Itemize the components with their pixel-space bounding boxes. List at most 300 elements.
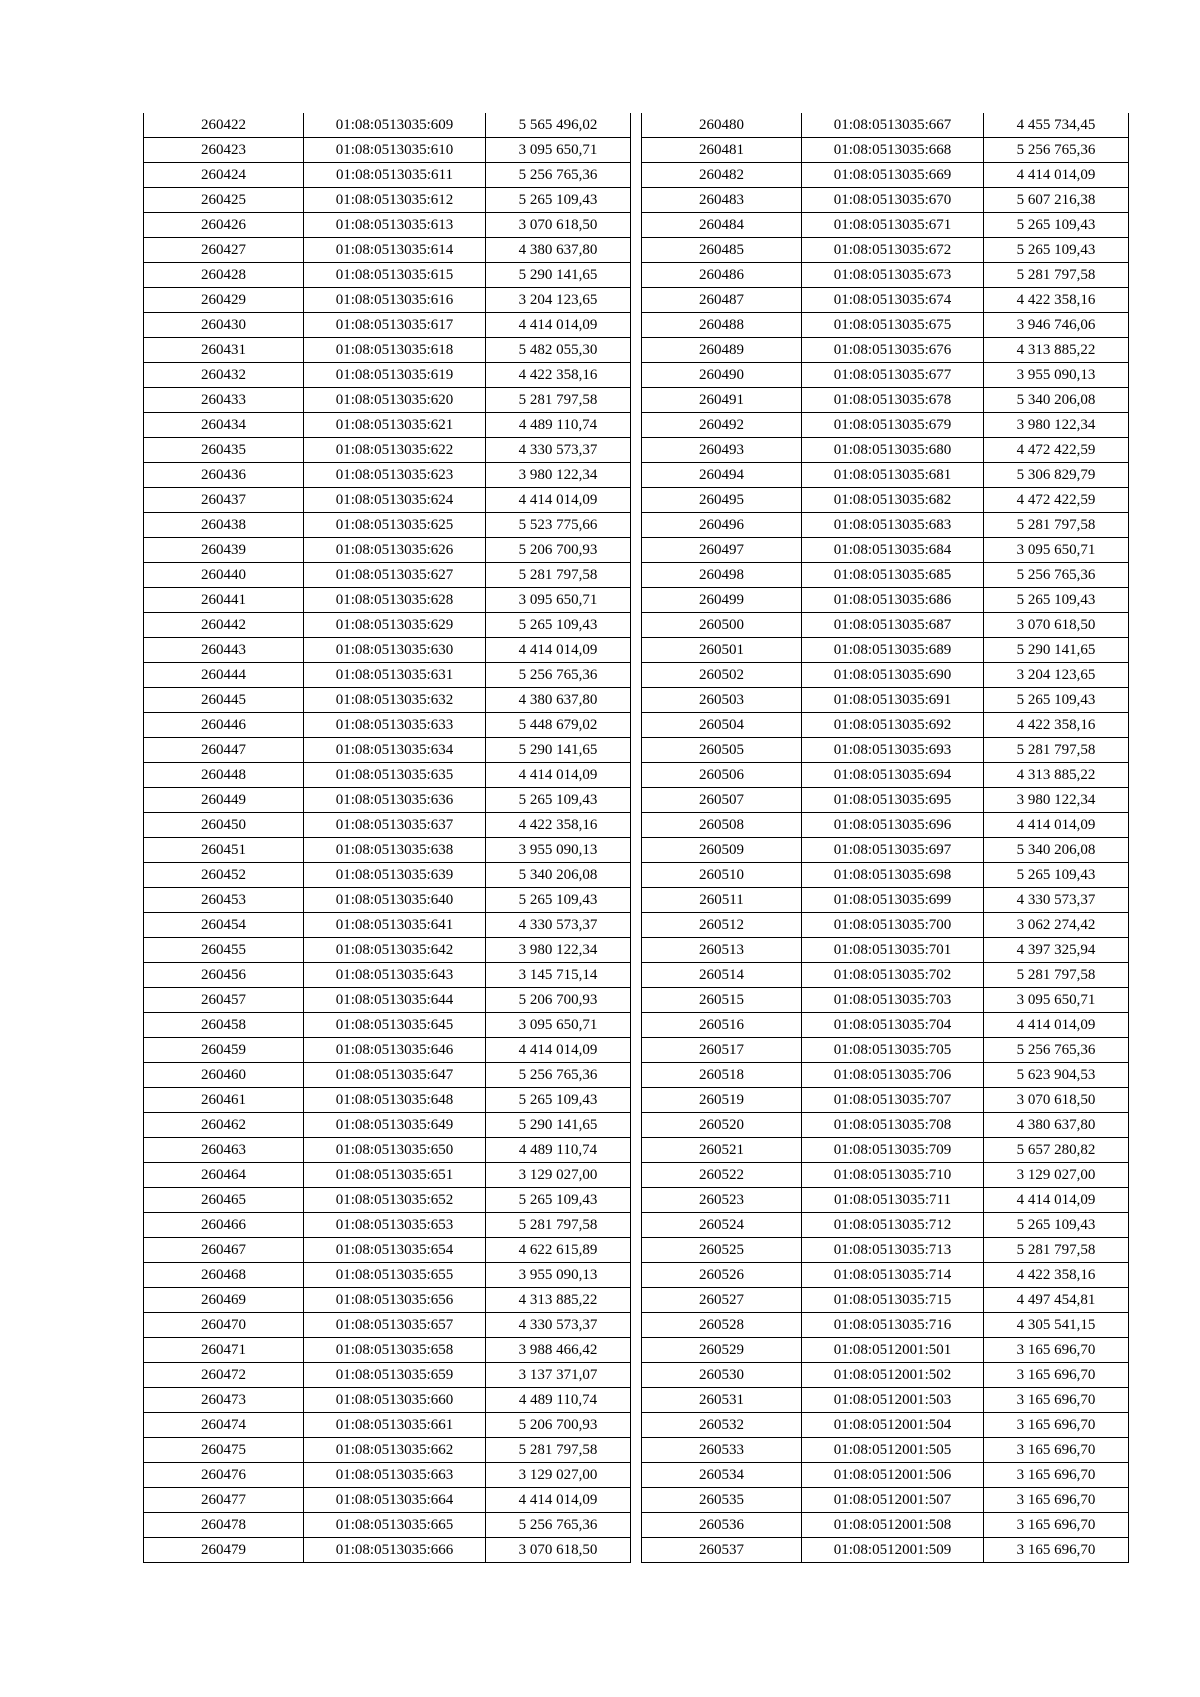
record-number-cell: 260474 <box>144 1413 304 1438</box>
table-row <box>144 1388 631 1413</box>
cadastral-number-cell: 01:08:0513035:634 <box>304 738 486 763</box>
cadastral-number-cell: 01:08:0513035:620 <box>304 388 486 413</box>
value-cell: 3 165 696,70 <box>984 1463 1129 1488</box>
table-row <box>642 538 1129 563</box>
table-row <box>642 888 1129 913</box>
record-number-cell: 260454 <box>144 913 304 938</box>
table-row <box>642 813 1129 838</box>
record-number-cell: 260446 <box>144 713 304 738</box>
value-cell: 5 265 109,43 <box>486 1188 631 1213</box>
record-number-cell: 260476 <box>144 1463 304 1488</box>
table-row <box>144 663 631 688</box>
table-row <box>642 938 1129 963</box>
value-cell: 3 955 090,13 <box>486 1263 631 1288</box>
record-number-cell: 260438 <box>144 513 304 538</box>
record-number-cell: 260462 <box>144 1113 304 1138</box>
value-cell: 3 980 122,34 <box>984 788 1129 813</box>
cadastral-number-cell: 01:08:0512001:507 <box>802 1488 984 1513</box>
table-row <box>642 1313 1129 1338</box>
table-row <box>642 388 1129 413</box>
cadastral-number-cell: 01:08:0513035:698 <box>802 863 984 888</box>
cadastral-number-cell: 01:08:0513035:714 <box>802 1263 984 1288</box>
table-row <box>144 1513 631 1538</box>
cadastral-number-cell: 01:08:0513035:618 <box>304 338 486 363</box>
table-row <box>144 1313 631 1338</box>
cadastral-number-cell: 01:08:0513035:710 <box>802 1163 984 1188</box>
value-cell: 5 256 765,36 <box>984 1038 1129 1063</box>
cadastral-number-cell: 01:08:0513035:644 <box>304 988 486 1013</box>
table-row <box>144 988 631 1013</box>
cadastral-number-cell: 01:08:0513035:656 <box>304 1288 486 1313</box>
record-number-cell: 260524 <box>642 1213 802 1238</box>
record-number-cell: 260535 <box>642 1488 802 1513</box>
table-row <box>642 1388 1129 1413</box>
table-row <box>144 888 631 913</box>
table-row <box>144 1288 631 1313</box>
record-number-cell: 260460 <box>144 1063 304 1088</box>
record-number-cell: 260436 <box>144 463 304 488</box>
value-cell: 3 204 123,65 <box>984 663 1129 688</box>
record-number-cell: 260496 <box>642 513 802 538</box>
record-number-cell: 260478 <box>144 1513 304 1538</box>
record-number-cell: 260522 <box>642 1163 802 1188</box>
table-row <box>144 838 631 863</box>
record-number-cell: 260424 <box>144 163 304 188</box>
value-cell: 3 070 618,50 <box>984 613 1129 638</box>
value-cell: 4 305 541,15 <box>984 1313 1129 1338</box>
table-row <box>144 1488 631 1513</box>
cadastral-number-cell: 01:08:0512001:502 <box>802 1363 984 1388</box>
value-cell: 5 256 765,36 <box>486 1063 631 1088</box>
table-row <box>144 963 631 988</box>
record-number-cell: 260439 <box>144 538 304 563</box>
record-number-cell: 260458 <box>144 1013 304 1038</box>
table-row <box>642 1188 1129 1213</box>
cadastral-number-cell: 01:08:0513035:613 <box>304 213 486 238</box>
record-number-cell: 260447 <box>144 738 304 763</box>
value-cell: 5 281 797,58 <box>984 963 1129 988</box>
table-row <box>642 963 1129 988</box>
record-number-cell: 260525 <box>642 1238 802 1263</box>
value-cell: 4 497 454,81 <box>984 1288 1129 1313</box>
record-number-cell: 260503 <box>642 688 802 713</box>
cadastral-number-cell: 01:08:0513035:686 <box>802 588 984 613</box>
cadastral-number-cell: 01:08:0513035:638 <box>304 838 486 863</box>
table-row <box>144 363 631 388</box>
table-row <box>144 1463 631 1488</box>
table-row <box>642 213 1129 238</box>
record-number-cell: 260423 <box>144 138 304 163</box>
table-row <box>642 413 1129 438</box>
value-cell: 3 955 090,13 <box>984 363 1129 388</box>
cadastral-number-cell: 01:08:0513035:708 <box>802 1113 984 1138</box>
value-cell: 5 256 765,36 <box>984 138 1129 163</box>
cadastral-number-cell: 01:08:0513035:684 <box>802 538 984 563</box>
cadastral-number-cell: 01:08:0513035:625 <box>304 513 486 538</box>
value-cell: 4 414 014,09 <box>984 163 1129 188</box>
value-cell: 4 422 358,16 <box>486 813 631 838</box>
value-cell: 5 256 765,36 <box>984 563 1129 588</box>
record-number-cell: 260504 <box>642 713 802 738</box>
value-cell: 5 206 700,93 <box>486 538 631 563</box>
table-row <box>144 338 631 363</box>
table-row <box>642 1488 1129 1513</box>
table-row <box>642 1538 1129 1563</box>
value-cell: 5 340 206,08 <box>486 863 631 888</box>
value-cell: 5 265 109,43 <box>486 188 631 213</box>
table-row <box>642 613 1129 638</box>
table-row <box>642 1413 1129 1438</box>
cadastral-number-cell: 01:08:0513035:660 <box>304 1388 486 1413</box>
cadastral-number-cell: 01:08:0513035:712 <box>802 1213 984 1238</box>
table-row <box>642 1338 1129 1363</box>
value-cell: 5 265 109,43 <box>984 1213 1129 1238</box>
table-row <box>144 563 631 588</box>
table-row <box>144 1138 631 1163</box>
cadastral-number-cell: 01:08:0513035:661 <box>304 1413 486 1438</box>
table-row <box>144 788 631 813</box>
table-row <box>144 1438 631 1463</box>
cadastral-number-cell: 01:08:0513035:611 <box>304 163 486 188</box>
value-cell: 3 095 650,71 <box>486 588 631 613</box>
record-number-cell: 260451 <box>144 838 304 863</box>
table-row <box>642 1113 1129 1138</box>
cadastral-number-cell: 01:08:0513035:621 <box>304 413 486 438</box>
record-number-cell: 260467 <box>144 1238 304 1263</box>
table-row <box>642 763 1129 788</box>
table-row <box>642 988 1129 1013</box>
table-row <box>144 1063 631 1088</box>
cadastral-number-cell: 01:08:0512001:506 <box>802 1463 984 1488</box>
value-cell: 3 165 696,70 <box>984 1488 1129 1513</box>
value-cell: 4 313 885,22 <box>984 338 1129 363</box>
record-number-cell: 260465 <box>144 1188 304 1213</box>
record-number-cell: 260437 <box>144 488 304 513</box>
record-number-cell: 260493 <box>642 438 802 463</box>
table-row <box>642 738 1129 763</box>
value-cell: 4 414 014,09 <box>486 488 631 513</box>
record-number-cell: 260466 <box>144 1213 304 1238</box>
table-right <box>641 113 1129 1563</box>
cadastral-number-cell: 01:08:0513035:702 <box>802 963 984 988</box>
record-number-cell: 260526 <box>642 1263 802 1288</box>
cadastral-number-cell: 01:08:0513035:663 <box>304 1463 486 1488</box>
value-cell: 3 095 650,71 <box>486 138 631 163</box>
table-row <box>144 163 631 188</box>
table-row <box>642 113 1129 138</box>
cadastral-number-cell: 01:08:0513035:706 <box>802 1063 984 1088</box>
value-cell: 5 206 700,93 <box>486 988 631 1013</box>
cadastral-number-cell: 01:08:0513035:680 <box>802 438 984 463</box>
value-cell: 4 489 110,74 <box>486 413 631 438</box>
cadastral-number-cell: 01:08:0513035:626 <box>304 538 486 563</box>
cadastral-number-cell: 01:08:0513035:665 <box>304 1513 486 1538</box>
value-cell: 3 070 618,50 <box>486 213 631 238</box>
value-cell: 5 448 679,02 <box>486 713 631 738</box>
record-number-cell: 260495 <box>642 488 802 513</box>
table-row <box>144 1363 631 1388</box>
value-cell: 3 095 650,71 <box>984 988 1129 1013</box>
table-row <box>642 313 1129 338</box>
record-number-cell: 260442 <box>144 613 304 638</box>
cadastral-number-cell: 01:08:0513035:635 <box>304 763 486 788</box>
table-row <box>642 138 1129 163</box>
record-number-cell: 260440 <box>144 563 304 588</box>
table-row <box>144 1013 631 1038</box>
value-cell: 3 165 696,70 <box>984 1413 1129 1438</box>
value-cell: 3 165 696,70 <box>984 1363 1129 1388</box>
value-cell: 5 340 206,08 <box>984 838 1129 863</box>
table-row <box>144 438 631 463</box>
cadastral-number-cell: 01:08:0513035:655 <box>304 1263 486 1288</box>
cadastral-number-cell: 01:08:0513035:696 <box>802 813 984 838</box>
cadastral-number-cell: 01:08:0513035:674 <box>802 288 984 313</box>
table-row <box>642 1288 1129 1313</box>
table-row <box>144 1113 631 1138</box>
record-number-cell: 260483 <box>642 188 802 213</box>
cadastral-number-cell: 01:08:0513035:694 <box>802 763 984 788</box>
cadastral-number-cell: 01:08:0513035:695 <box>802 788 984 813</box>
record-number-cell: 260537 <box>642 1538 802 1563</box>
table-row <box>642 638 1129 663</box>
table-row <box>144 538 631 563</box>
record-number-cell: 260514 <box>642 963 802 988</box>
value-cell: 5 281 797,58 <box>486 1213 631 1238</box>
cadastral-number-cell: 01:08:0513035:628 <box>304 588 486 613</box>
value-cell: 5 265 109,43 <box>984 213 1129 238</box>
record-number-cell: 260479 <box>144 1538 304 1563</box>
value-cell: 3 946 746,06 <box>984 313 1129 338</box>
value-cell: 4 472 422,59 <box>984 438 1129 463</box>
table-row <box>144 488 631 513</box>
table-left <box>143 113 631 1563</box>
value-cell: 5 265 109,43 <box>486 613 631 638</box>
record-number-cell: 260486 <box>642 263 802 288</box>
value-cell: 3 980 122,34 <box>486 463 631 488</box>
cadastral-number-cell: 01:08:0513035:675 <box>802 313 984 338</box>
cadastral-number-cell: 01:08:0513035:649 <box>304 1113 486 1138</box>
value-cell: 5 256 765,36 <box>486 163 631 188</box>
value-cell: 4 414 014,09 <box>486 313 631 338</box>
record-number-cell: 260428 <box>144 263 304 288</box>
table-row <box>144 713 631 738</box>
record-number-cell: 260488 <box>642 313 802 338</box>
value-cell: 3 980 122,34 <box>984 413 1129 438</box>
value-cell: 3 095 650,71 <box>984 538 1129 563</box>
record-number-cell: 260508 <box>642 813 802 838</box>
table-row <box>144 1538 631 1563</box>
value-cell: 3 980 122,34 <box>486 938 631 963</box>
cadastral-number-cell: 01:08:0513035:692 <box>802 713 984 738</box>
record-number-cell: 260521 <box>642 1138 802 1163</box>
value-cell: 5 523 775,66 <box>486 513 631 538</box>
record-number-cell: 260533 <box>642 1438 802 1463</box>
record-number-cell: 260532 <box>642 1413 802 1438</box>
value-cell: 5 265 109,43 <box>486 788 631 813</box>
value-cell: 4 414 014,09 <box>984 813 1129 838</box>
value-cell: 5 265 109,43 <box>984 588 1129 613</box>
record-number-cell: 260527 <box>642 1288 802 1313</box>
cadastral-number-cell: 01:08:0512001:505 <box>802 1438 984 1463</box>
record-number-cell: 260515 <box>642 988 802 1013</box>
table-row <box>144 213 631 238</box>
value-cell: 3 145 715,14 <box>486 963 631 988</box>
record-number-cell: 260529 <box>642 1338 802 1363</box>
cadastral-number-cell: 01:08:0513035:689 <box>802 638 984 663</box>
record-number-cell: 260513 <box>642 938 802 963</box>
value-cell: 4 380 637,80 <box>486 688 631 713</box>
record-number-cell: 260477 <box>144 1488 304 1513</box>
record-number-cell: 260489 <box>642 338 802 363</box>
record-number-cell: 260523 <box>642 1188 802 1213</box>
cadastral-number-cell: 01:08:0513035:631 <box>304 663 486 688</box>
record-number-cell: 260452 <box>144 863 304 888</box>
table-row <box>144 1213 631 1238</box>
value-cell: 5 290 141,65 <box>486 263 631 288</box>
value-cell: 4 414 014,09 <box>486 1488 631 1513</box>
cadastral-number-cell: 01:08:0513035:670 <box>802 188 984 213</box>
value-cell: 5 265 109,43 <box>984 863 1129 888</box>
value-cell: 4 422 358,16 <box>984 713 1129 738</box>
record-number-cell: 260459 <box>144 1038 304 1063</box>
value-cell: 3 137 371,07 <box>486 1363 631 1388</box>
table-row <box>144 413 631 438</box>
record-number-cell: 260434 <box>144 413 304 438</box>
record-number-cell: 260517 <box>642 1038 802 1063</box>
record-number-cell: 260512 <box>642 913 802 938</box>
value-cell: 3 988 466,42 <box>486 1338 631 1363</box>
table-row <box>642 238 1129 263</box>
record-number-cell: 260520 <box>642 1113 802 1138</box>
value-cell: 5 256 765,36 <box>486 1513 631 1538</box>
record-number-cell: 260448 <box>144 763 304 788</box>
cadastral-number-cell: 01:08:0513035:690 <box>802 663 984 688</box>
table-row <box>642 713 1129 738</box>
cadastral-number-cell: 01:08:0512001:509 <box>802 1538 984 1563</box>
cadastral-number-cell: 01:08:0513035:713 <box>802 1238 984 1263</box>
cadastral-number-cell: 01:08:0513035:700 <box>802 913 984 938</box>
record-number-cell: 260482 <box>642 163 802 188</box>
table-row <box>144 388 631 413</box>
record-number-cell: 260502 <box>642 663 802 688</box>
record-number-cell: 260492 <box>642 413 802 438</box>
cadastral-number-cell: 01:08:0513035:616 <box>304 288 486 313</box>
value-cell: 4 313 885,22 <box>486 1288 631 1313</box>
cadastral-number-cell: 01:08:0513035:677 <box>802 363 984 388</box>
table-row <box>642 1213 1129 1238</box>
record-number-cell: 260426 <box>144 213 304 238</box>
record-number-cell: 260484 <box>642 213 802 238</box>
cadastral-number-cell: 01:08:0513035:705 <box>802 1038 984 1063</box>
record-number-cell: 260518 <box>642 1063 802 1088</box>
value-cell: 4 489 110,74 <box>486 1138 631 1163</box>
table-row <box>642 788 1129 813</box>
table-row <box>642 913 1129 938</box>
table-row <box>642 663 1129 688</box>
table-row <box>642 1063 1129 1088</box>
cadastral-number-cell: 01:08:0513035:716 <box>802 1313 984 1338</box>
record-number-cell: 260507 <box>642 788 802 813</box>
cadastral-number-cell: 01:08:0513035:691 <box>802 688 984 713</box>
cadastral-number-cell: 01:08:0513035:679 <box>802 413 984 438</box>
record-number-cell: 260456 <box>144 963 304 988</box>
record-number-cell: 260511 <box>642 888 802 913</box>
record-number-cell: 260519 <box>642 1088 802 1113</box>
cadastral-number-cell: 01:08:0513035:609 <box>304 113 486 138</box>
value-cell: 3 062 274,42 <box>984 913 1129 938</box>
table-row <box>144 113 631 138</box>
cadastral-number-cell: 01:08:0513035:685 <box>802 563 984 588</box>
value-cell: 5 281 797,58 <box>984 738 1129 763</box>
cadastral-number-cell: 01:08:0513035:610 <box>304 138 486 163</box>
value-cell: 5 482 055,30 <box>486 338 631 363</box>
table-row <box>144 938 631 963</box>
value-cell: 3 070 618,50 <box>984 1088 1129 1113</box>
record-number-cell: 260516 <box>642 1013 802 1038</box>
table-row <box>642 438 1129 463</box>
cadastral-number-cell: 01:08:0513035:662 <box>304 1438 486 1463</box>
table-row <box>642 1088 1129 1113</box>
cadastral-number-cell: 01:08:0513035:669 <box>802 163 984 188</box>
cadastral-number-cell: 01:08:0513035:637 <box>304 813 486 838</box>
value-cell: 5 306 829,79 <box>984 463 1129 488</box>
value-cell: 4 330 573,37 <box>486 913 631 938</box>
value-cell: 4 455 734,45 <box>984 113 1129 138</box>
value-cell: 5 281 797,58 <box>486 1438 631 1463</box>
cadastral-number-cell: 01:08:0513035:639 <box>304 863 486 888</box>
cadastral-number-cell: 01:08:0513035:653 <box>304 1213 486 1238</box>
table-row <box>642 363 1129 388</box>
table-row <box>144 738 631 763</box>
value-cell: 5 290 141,65 <box>486 738 631 763</box>
cadastral-number-cell: 01:08:0513035:658 <box>304 1338 486 1363</box>
record-number-cell: 260443 <box>144 638 304 663</box>
value-cell: 3 165 696,70 <box>984 1338 1129 1363</box>
record-number-cell: 260499 <box>642 588 802 613</box>
record-number-cell: 260453 <box>144 888 304 913</box>
table-row <box>144 813 631 838</box>
record-number-cell: 260435 <box>144 438 304 463</box>
record-number-cell: 260469 <box>144 1288 304 1313</box>
value-cell: 4 422 358,16 <box>486 363 631 388</box>
record-number-cell: 260471 <box>144 1338 304 1363</box>
cadastral-number-cell: 01:08:0513035:640 <box>304 888 486 913</box>
value-cell: 3 165 696,70 <box>984 1438 1129 1463</box>
cadastral-number-cell: 01:08:0513035:636 <box>304 788 486 813</box>
table-row <box>144 288 631 313</box>
cadastral-number-cell: 01:08:0513035:672 <box>802 238 984 263</box>
cadastral-number-cell: 01:08:0513035:693 <box>802 738 984 763</box>
cadastral-number-cell: 01:08:0513035:682 <box>802 488 984 513</box>
cadastral-number-cell: 01:08:0513035:664 <box>304 1488 486 1513</box>
cadastral-number-cell: 01:08:0513035:645 <box>304 1013 486 1038</box>
table-row <box>642 338 1129 363</box>
record-number-cell: 260497 <box>642 538 802 563</box>
table-row <box>642 1463 1129 1488</box>
record-number-cell: 260490 <box>642 363 802 388</box>
table-row <box>144 863 631 888</box>
record-number-cell: 260464 <box>144 1163 304 1188</box>
cadastral-number-cell: 01:08:0513035:681 <box>802 463 984 488</box>
table-row <box>642 1438 1129 1463</box>
table-row <box>144 1088 631 1113</box>
table-row <box>144 1188 631 1213</box>
cadastral-number-cell: 01:08:0512001:508 <box>802 1513 984 1538</box>
value-cell: 3 165 696,70 <box>984 1388 1129 1413</box>
table-row <box>642 263 1129 288</box>
record-number-cell: 260472 <box>144 1363 304 1388</box>
cadastral-number-cell: 01:08:0513035:671 <box>802 213 984 238</box>
